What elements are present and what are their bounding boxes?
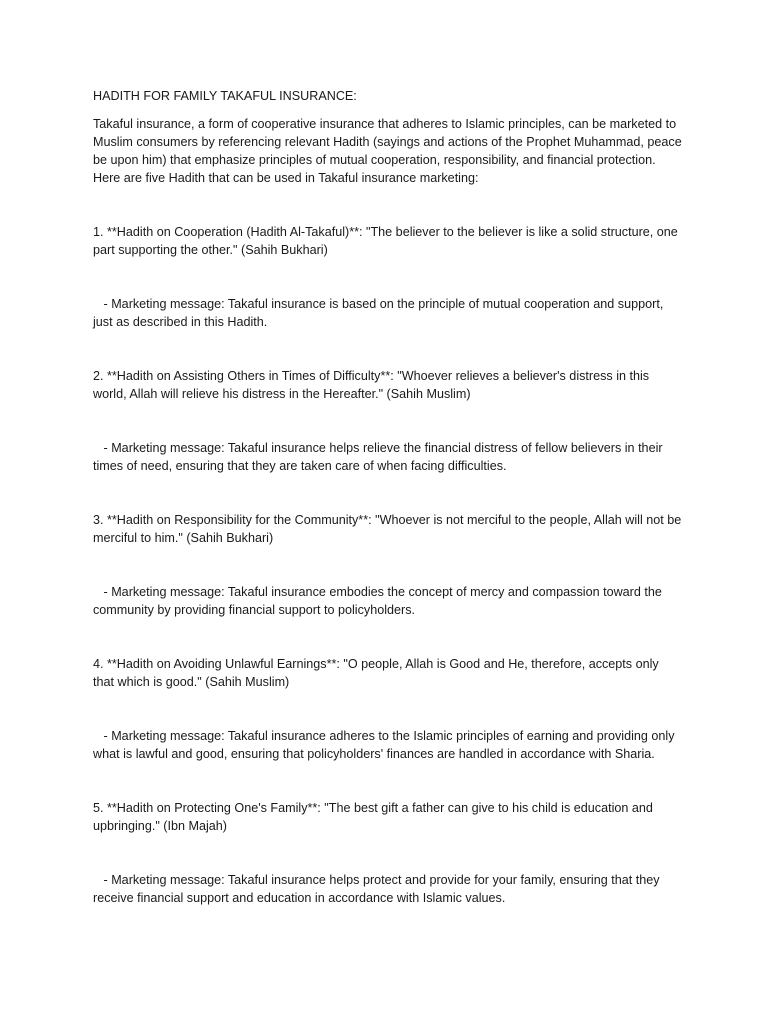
marketing-message-2: - Marketing message: Takaful insurance helps relieve the financial distress of fellow believers in their times of need, ensuring that they are taken care of when facing difficulties. (93, 441, 667, 473)
marketing-message-3: - Marketing message: Takaful insurance embodies the concept of mercy and compassion toward the community by providing financial support to policyholders. (93, 585, 666, 617)
marketing-message-1: - Marketing message: Takaful insurance is based on the principle of mutual cooperation and support, just as described in this Hadith. (93, 297, 667, 329)
hadith-4: 4. **Hadith on Avoiding Unlawful Earnings**: "O people, Allah is Good and He, therefore, accepts only that which is good." (Sahih Muslim) (93, 657, 659, 689)
hadith-2: 2. **Hadith on Assisting Others in Times of Difficulty**: "Whoever relieves a believer's distress in this world, Allah will relieve his distress in the Hereafter." (Sahih Muslim) (93, 369, 650, 401)
document-page (93, 87, 683, 907)
hadith-1: 1. **Hadith on Cooperation (Hadith Al-Takaful)**: "The believer to the believer is like a solid structure, one part supporting the other." (Sahih Bukhari) (93, 225, 678, 257)
hadith-3: 3. **Hadith on Responsibility for the Community**: "Whoever is not merciful to the people, Allah will not be merciful to him." (Sahih Bukhari) (93, 513, 682, 545)
intro-paragraph: Takaful insurance, a form of cooperative insurance that adheres to Islamic principles, can be marketed to Muslim consumers by referencing relevant Hadith (sayings and actions of the Prophet Muhammad, peace be upon him) that emphasize principles of mutual cooperation, responsibility, and financial protection. Here are five Hadith that can be used in Takaful insurance marketing: (93, 117, 682, 185)
marketing-message-5: - Marketing message: Takaful insurance helps protect and provide for your family, ensuring that they receive financial support and education in accordance with Islamic values. (93, 873, 664, 905)
document-heading: HADITH FOR FAMILY TAKAFUL INSURANCE: (93, 89, 357, 103)
hadith-5: 5. **Hadith on Protecting One's Family**: "The best gift a father can give to his child is education and upbringing." (Ibn Majah) (93, 801, 653, 833)
marketing-message-4: - Marketing message: Takaful insurance adheres to the Islamic principles of earning and providing only what is lawful and good, ensuring that policyholders' finances are handled in accordance with Sharia. (93, 729, 678, 761)
